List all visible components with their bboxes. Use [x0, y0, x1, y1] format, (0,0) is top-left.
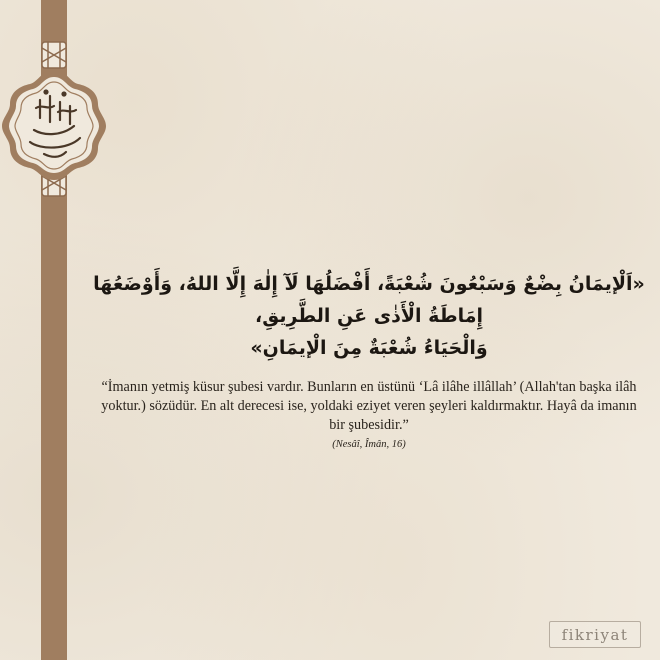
- brand-logo: [549, 621, 641, 648]
- calligraphy-medallion-icon: [0, 30, 110, 200]
- upper-knot: [42, 42, 66, 68]
- arabic-text-line-1: «اَلْإيمَانُ بِضْعٌ وَسَبْعُونَ شُعْبَةً، أَفْضَلُهَا لَآ إِلٰهَ إِلَّا اللهُ، وَأَوْضَعُهَا إِمَاطَةُ الْأَذٰى عَنِ الطَّرِيقِ،: [93, 273, 645, 327]
- brand-logo-text: fikriyat: [561, 625, 629, 644]
- medallion-frame: [2, 70, 106, 180]
- hadith-content: [86, 268, 652, 450]
- arabic-text-line-2: وَالْحَيَاءُ شُعْبَةٌ مِنَ الْإيمَانِ»: [250, 337, 488, 359]
- source-citation: (Nesâî, Îmân, 16): [332, 439, 406, 450]
- turkish-translation: “İmanın yetmiş küsur şubesi vardır. Bunların en üstünü ‘Lâ ilâhe illâllah’ (Allah'tan başka ilâh yoktur.) sözüdür. En alt derecesi ise, yoldaki eziyet veren şeyleri kaldırmaktır. Hayâ da imanın bir şubesidir.”: [101, 379, 637, 433]
